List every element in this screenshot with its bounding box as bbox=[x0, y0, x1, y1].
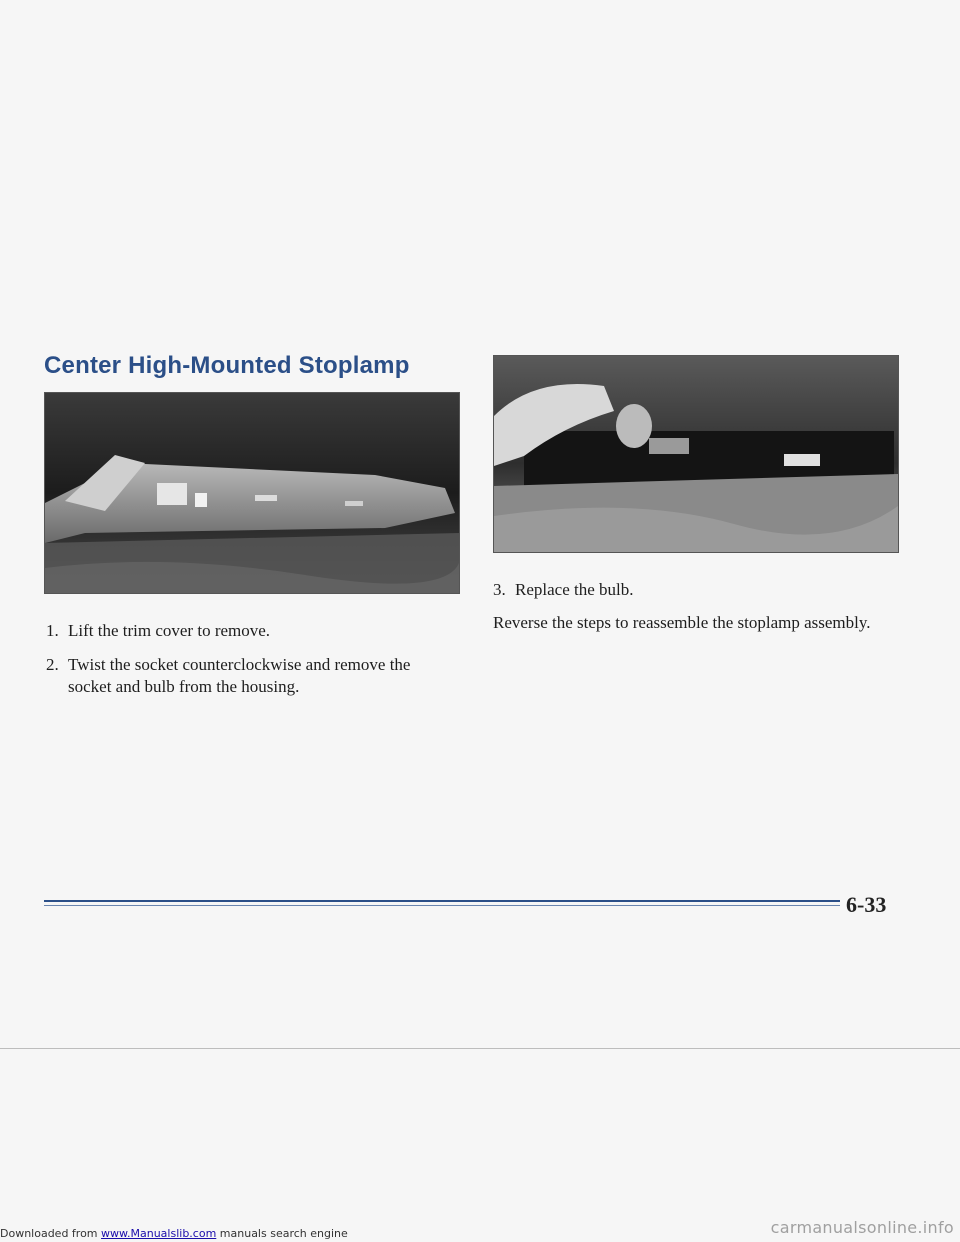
step-number: 3. bbox=[493, 580, 506, 599]
page-number: 6-33 bbox=[846, 892, 887, 917]
stoplamp-bulb-photo bbox=[493, 355, 899, 553]
footer-prefix: Downloaded from bbox=[0, 1227, 102, 1240]
step-text: Lift the trim cover to remove. bbox=[68, 621, 271, 640]
reassembly-note: Reverse the steps to reassemble the stoplamp assembly. bbox=[493, 613, 871, 632]
step-item bbox=[46, 654, 456, 698]
step-text: Replace the bulb. bbox=[515, 580, 634, 599]
step-item bbox=[493, 579, 913, 601]
step-text: Twist the socket counterclockwise and remove the socket and bulb from the housing. bbox=[68, 655, 411, 696]
manualslib-link[interactable]: www.Manualslib.com bbox=[101, 1227, 217, 1240]
footer-suffix: manuals search engine bbox=[216, 1227, 348, 1240]
step-number: 1. bbox=[46, 621, 59, 640]
stoplamp-trim-photo bbox=[44, 392, 460, 594]
watermark: carmanualsonline.info bbox=[770, 1218, 954, 1237]
page-rule-thin bbox=[44, 905, 840, 906]
steps-list-right bbox=[493, 579, 913, 613]
step-number: 2. bbox=[46, 655, 59, 674]
step-item bbox=[46, 620, 456, 642]
page-rule bbox=[44, 900, 840, 902]
steps-list-left bbox=[46, 620, 456, 710]
section-title: Center High-Mounted Stoplamp bbox=[44, 352, 410, 379]
footer-divider bbox=[0, 1048, 960, 1049]
